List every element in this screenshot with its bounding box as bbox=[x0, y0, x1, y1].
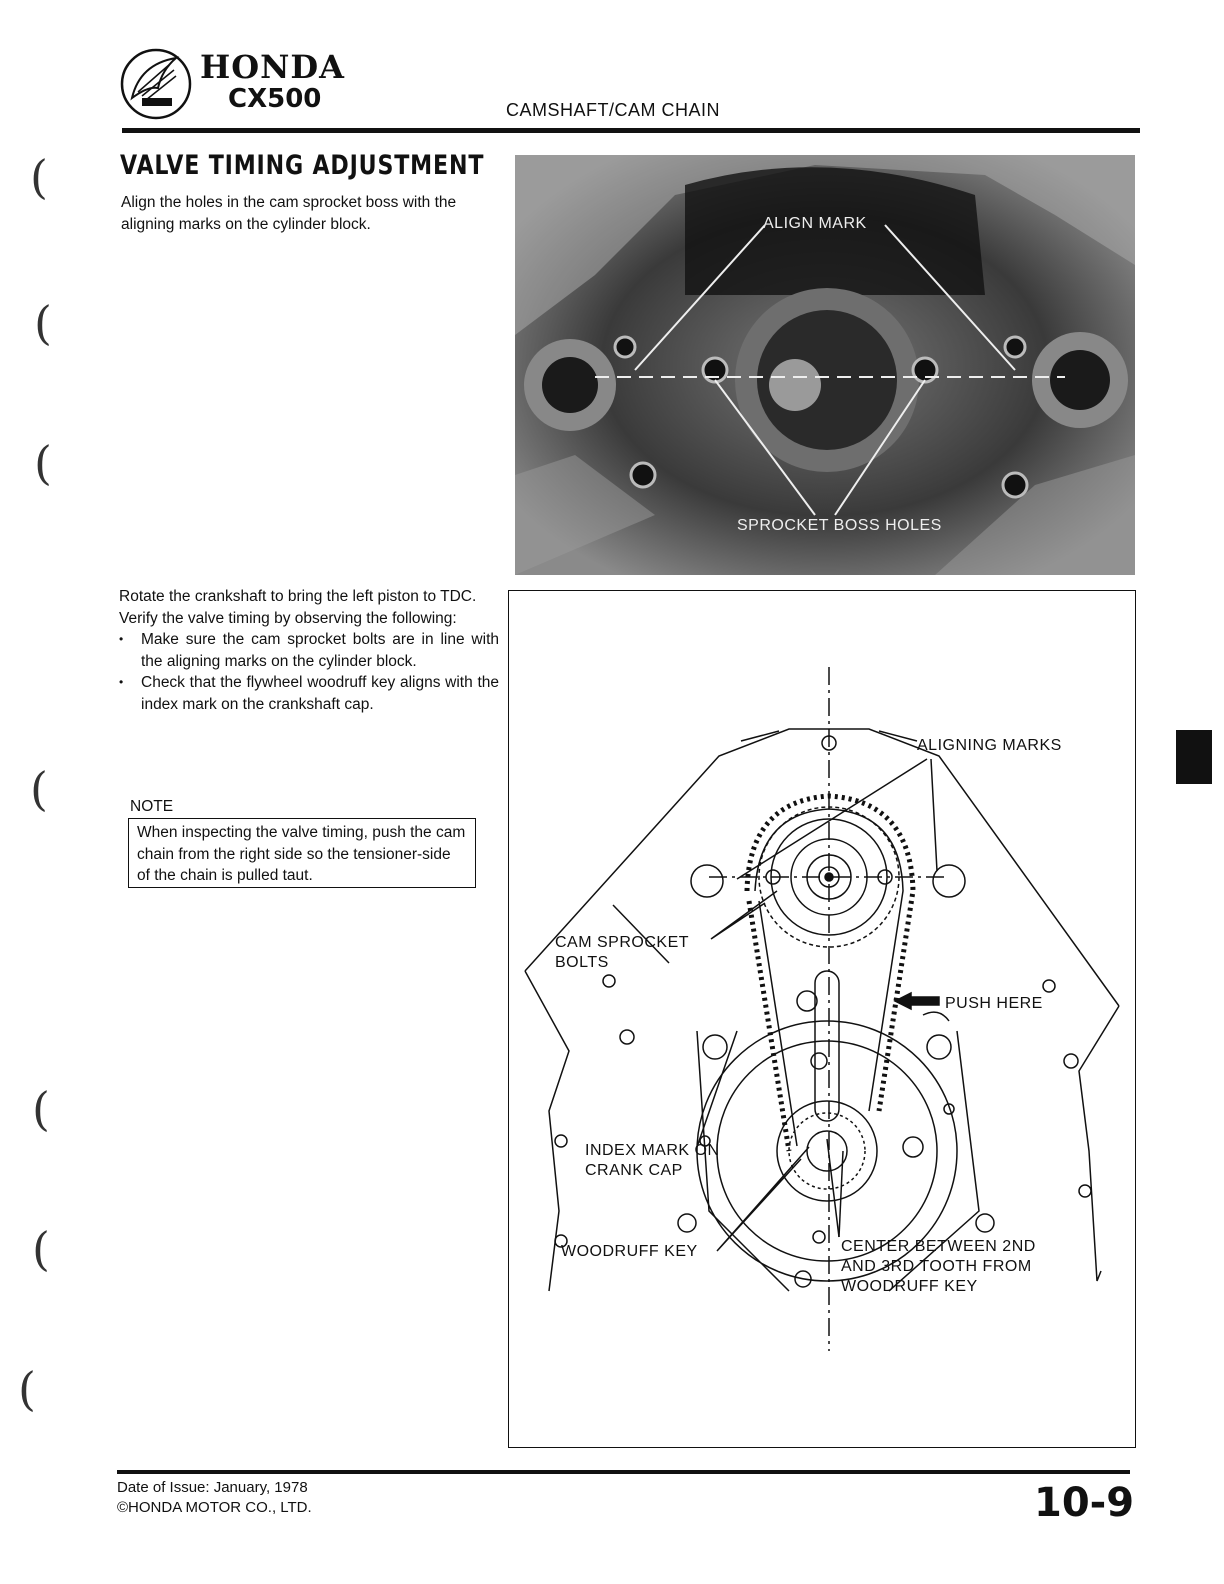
cylinder-photo bbox=[515, 155, 1135, 575]
label-aligning-marks: ALIGNING MARKS bbox=[917, 737, 1062, 754]
intro-text bbox=[121, 192, 503, 235]
label-push-here: PUSH HERE bbox=[945, 995, 1043, 1012]
list-item: • Check that the flywheel woodruff key aligns with the index mark on the crankshaft cap. bbox=[119, 672, 499, 715]
valve-timing-diagram bbox=[508, 590, 1136, 1448]
footer-rule bbox=[117, 1470, 1130, 1474]
photo-label-align-mark: ALIGN MARK bbox=[763, 215, 867, 232]
note-heading: NOTE bbox=[130, 798, 174, 815]
thumb-index-tab bbox=[1176, 730, 1212, 784]
footer-info bbox=[117, 1478, 312, 1518]
label-index-mark bbox=[585, 1141, 720, 1181]
label-line: CAM SPROCKET bbox=[555, 934, 690, 951]
issue-date: Date of Issue: January, 1978 bbox=[117, 1479, 308, 1496]
procedure-step-2: Verify the valve timing by observing the following: bbox=[119, 609, 457, 627]
binder-mark: ( bbox=[32, 1222, 50, 1276]
label-line: AND 3RD TOOTH FROM bbox=[841, 1258, 1032, 1275]
label-cam-sprocket-bolts bbox=[555, 933, 689, 973]
label-line: CENTER BETWEEN 2ND bbox=[841, 1238, 1036, 1255]
label-woodruff-key: WOODRUFF KEY bbox=[561, 1243, 698, 1260]
binder-mark: ( bbox=[34, 436, 52, 490]
binder-mark: ( bbox=[18, 1362, 36, 1416]
procedure-step-1: Rotate the crankshaft to bring the left piston to TDC. bbox=[119, 588, 477, 605]
binder-mark: ( bbox=[34, 296, 52, 350]
intro-paragraph: Align the holes in the cam sprocket boss with the aligning marks on the cylinder block. bbox=[121, 194, 457, 233]
list-item: • Make sure the cam sprocket bolts are in line with the aligning marks on the cylinder block. bbox=[119, 629, 499, 672]
photo-label-sprocket-boss-holes: SPROCKET BOSS HOLES bbox=[737, 517, 942, 534]
copyright: ©HONDA MOTOR CO., LTD. bbox=[117, 1499, 312, 1516]
label-line: WOODRUFF KEY bbox=[841, 1278, 978, 1295]
label-line: INDEX MARK ON bbox=[585, 1142, 720, 1159]
note-text: When inspecting the valve timing, push the cam chain from the right side so the tensioner-side of the chain is pulled taut. bbox=[137, 824, 466, 884]
section-title: CAMSHAFT/CAM CHAIN bbox=[506, 100, 721, 120]
label-center-between-teeth bbox=[841, 1237, 1036, 1297]
procedure-text bbox=[119, 586, 499, 715]
label-line: CRANK CAP bbox=[585, 1162, 683, 1179]
binder-mark: ( bbox=[30, 150, 48, 204]
page-title: VALVE TIMING ADJUSTMENT bbox=[120, 150, 485, 181]
honda-wing-logo bbox=[118, 46, 198, 122]
note-box bbox=[128, 818, 476, 888]
brand-name: HONDA bbox=[200, 48, 345, 86]
page-number: 10-9 bbox=[1034, 1480, 1135, 1526]
model-name: CX500 bbox=[228, 84, 322, 114]
verification-list bbox=[119, 629, 499, 715]
header-rule bbox=[122, 128, 1140, 133]
binder-mark: ( bbox=[32, 1082, 50, 1136]
label-line: BOLTS bbox=[555, 954, 609, 971]
binder-mark: ( bbox=[30, 762, 48, 816]
